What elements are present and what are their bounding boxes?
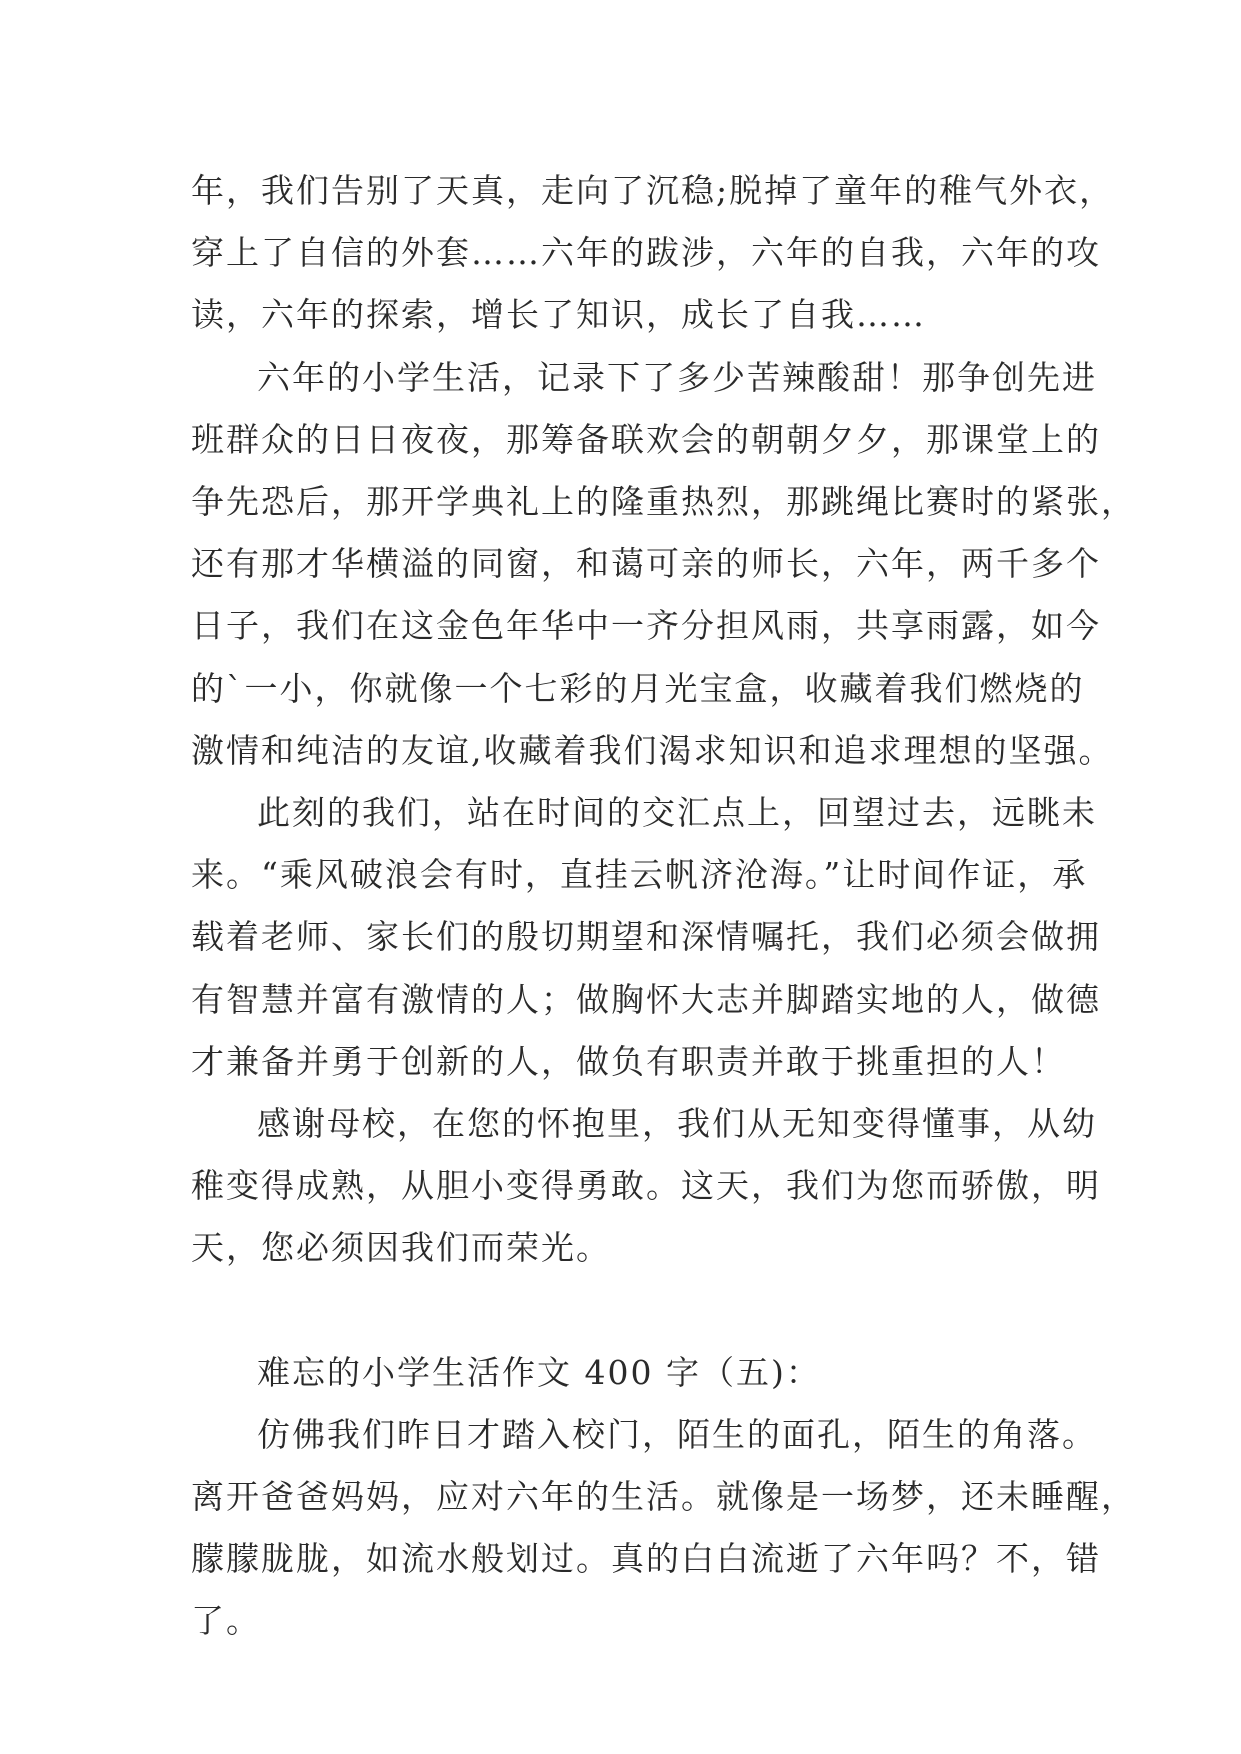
text-line: 载着老师、家长们的殷切期望和深情嘱托，我们必须会做拥 <box>191 917 1101 957</box>
section-heading-text: 难忘的小学生活作文 400 字（五)： <box>257 1352 821 1392</box>
text-line: 争先恐后，那开学典礼上的隆重热烈，那跳绳比赛时的紧张， <box>191 482 1136 522</box>
text-line: 离开爸爸妈妈，应对六年的生活。就像是一场梦，还未睡醒， <box>191 1477 1136 1517</box>
essay-text <box>191 160 1136 1653</box>
text-line: 感谢母校，在您的怀抱里，我们从无知变得懂事，从幼 <box>257 1104 1097 1144</box>
text-line: 班群众的日日夜夜，那筹备联欢会的朝朝夕夕，那课堂上的 <box>191 419 1101 459</box>
paragraph-1 <box>191 160 1115 347</box>
text-line: 才兼备并勇于创新的人，做负有职责并敢于挑重担的人！ <box>191 1041 1066 1081</box>
text-line: 此刻的我们，站在时间的交汇点上，回望过去，远眺未 <box>257 793 1097 833</box>
text-line: 了。 <box>191 1601 261 1641</box>
paragraph-3 <box>191 782 1101 1093</box>
text-line: 读，六年的探索，增长了知识，成长了自我…… <box>191 295 926 335</box>
text-line: 穿上了自信的外套……六年的跋涉，六年的自我，六年的攻 <box>191 233 1101 273</box>
text-line: 有智慧并富有激情的人；做胸怀大志并脚踏实地的人，做德 <box>191 979 1101 1019</box>
text-line: 仿佛我们昨日才踏入校门，陌生的面孔，陌生的角落。 <box>257 1414 1097 1454</box>
section-heading <box>191 1342 1051 1404</box>
text-line: 天，您必须因我们而荣光。 <box>191 1228 611 1268</box>
text-line: 稚变得成熟，从胆小变得勇敢。这天，我们为您而骄傲，明 <box>191 1166 1101 1206</box>
text-line: 来。“乘风破浪会有时，直挂云帆济沧海。”让时间作证，承 <box>191 855 1088 895</box>
text-line: 的`一小，你就像一个七彩的月光宝盒，收藏着我们燃烧的 <box>191 668 1085 708</box>
paragraph-4 <box>191 1093 1101 1280</box>
text-line: 朦朦胧胧，如流水般划过。真的白白流逝了六年吗？不，错 <box>191 1539 1101 1579</box>
paragraph-2 <box>191 347 1136 782</box>
text-line: 年，我们告别了天真，走向了沉稳;脱掉了童年的稚气外衣， <box>191 171 1115 210</box>
paragraph-5 <box>191 1404 1136 1653</box>
text-line: 六年的小学生活，记录下了多少苦辣酸甜！那争创先进 <box>257 357 1097 397</box>
text-line: 日子，我们在这金色年华中一齐分担风雨，共享雨露，如今 <box>191 606 1101 646</box>
text-line: 还有那才华横溢的同窗，和蔼可亲的师长，六年，两千多个 <box>191 544 1101 584</box>
text-line: 激情和纯洁的友谊,收藏着我们渴求知识和追求理想的坚强。 <box>191 730 1114 770</box>
